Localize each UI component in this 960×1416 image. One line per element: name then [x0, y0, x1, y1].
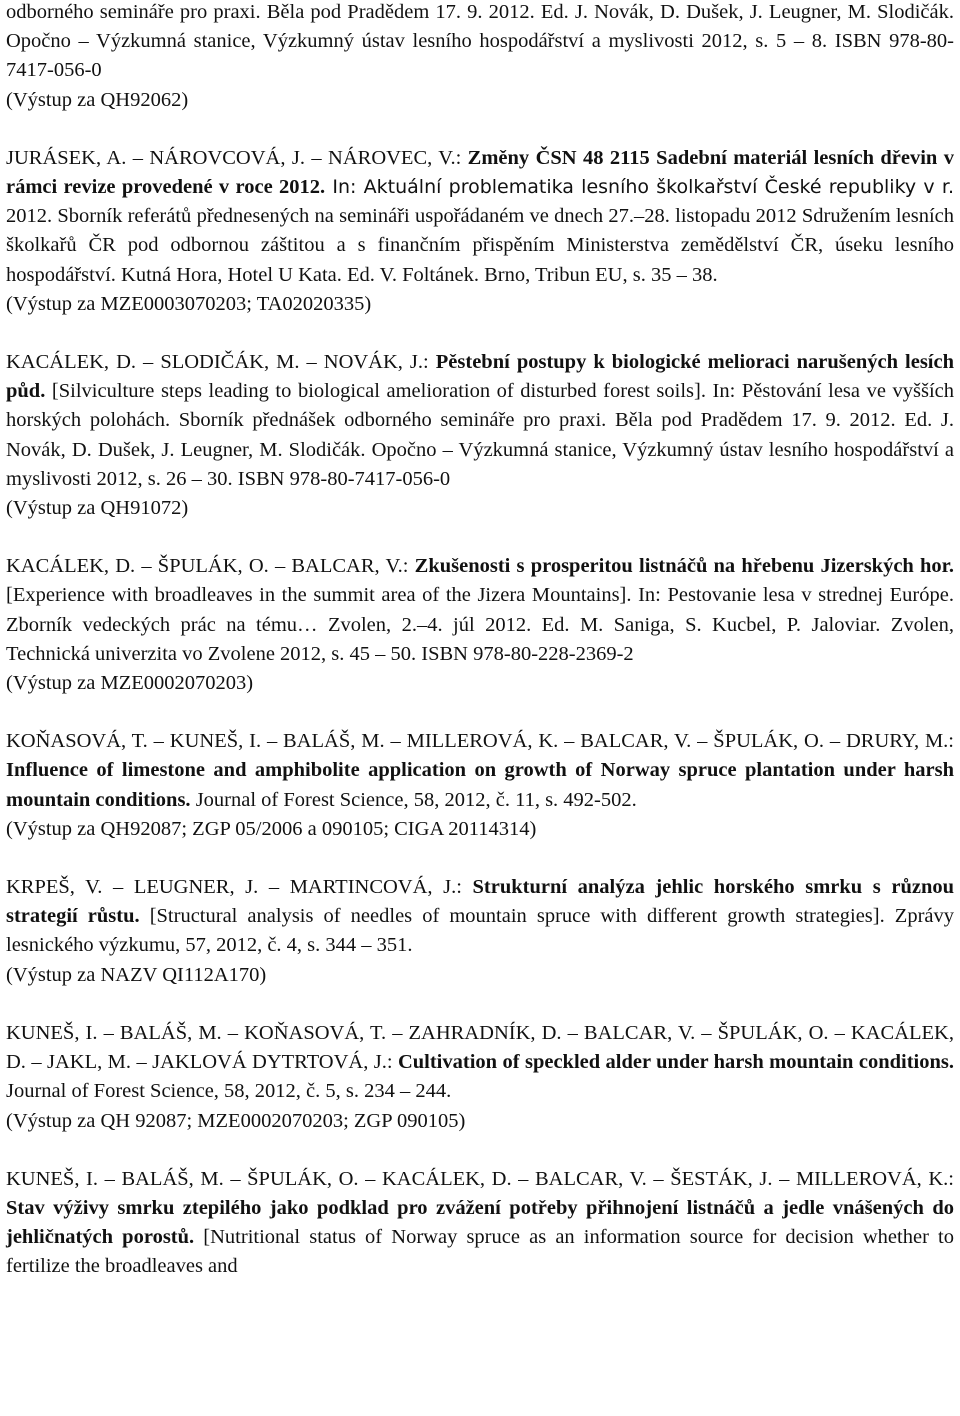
entry-title: Influence of limestone and amphibolite application on growth of Norway spruce plantation under harsh mountain conditions. — [6, 759, 954, 811]
entry-source-part: [Silviculture steps leading to biological amelioration of disturbed forest soils]. In: Pěstování lesa ve vyšších horských polohách. Sborník přednášek odborného — [6, 380, 954, 432]
entry-source: listopadu 2012 Sdružením lesních školkařů ČR pod odbornou záštitou a s finančním přispěním Ministerstva zemědělství ČR, úseku lesního hospodářství. Kutná Hora, Hotel U Kata. Ed. V. Foltánek. Brno, Tribun EU, s. 35 – 38. — [6, 205, 954, 286]
entry-spacer — [6, 844, 954, 873]
entry-authors: KOŇASOVÁ, T. – KUNEŠ, I. – BALÁŠ, M. – MILLEROVÁ, K. – BALCAR, V. – ŠPULÁK, O. – DRURY, M.: — [6, 730, 954, 753]
entry-authors: KACÁLEK, D. – SLODIČÁK, M. – NOVÁK, J.: — [6, 351, 436, 374]
entry-output: (Výstup za QH92087; ZGP 05/2006 a 090105; CIGA 20114314) — [6, 817, 537, 840]
entry-authors: KUNEŠ, I. – BALÁŠ, M. – KOŇASOVÁ, T. – ZAHRADNÍK, D. – BALCAR, V. – ŠPULÁK, O. – KACÁLEK, D. – JAKL, M. – JAKLOVÁ DYTRTOVÁ, J.: — [6, 1021, 954, 1074]
entry-spacer — [6, 990, 954, 1019]
entry-source: Journal of Forest Science, 58, 2012, č. 11, s. 492-502. — [190, 788, 637, 811]
entry-output: (Výstup za MZE0003070203; TA02020335) — [6, 292, 372, 315]
entry-citation — [6, 348, 954, 494]
entry-citation — [6, 1019, 954, 1107]
entry-title: Pěstební postupy k biologické melioraci narušených lesích půd. — [6, 351, 954, 403]
entry-source: [Nutritional status of Norway spruce as an information source for decision whether to fertilize the broadleaves and — [6, 1226, 954, 1278]
entry-title: Stav výživy smrku ztepilého jako podklad pro zvážení potřeby přihnojení listnáčů a jedle vnášených do jehličnatých porostů. — [6, 1196, 954, 1249]
entry-source-part: 2012. Sborník referátů přednesených na semináři uspořádaném ve dnech 27.–28. — [6, 205, 676, 228]
bibliography-entry — [6, 552, 954, 698]
bibliography-entry — [6, 1019, 954, 1136]
entry-authors: KRPEŠ, V. – LEUGNER, J. – MARTINCOVÁ, J.: — [6, 876, 473, 899]
entry-spacer — [6, 115, 954, 144]
entry-title: Cultivation of speckled alder under harsh mountain conditions. — [397, 1051, 954, 1074]
bibliography-entry — [6, 727, 954, 844]
entry-citation — [6, 873, 954, 961]
entry-spacer — [6, 319, 954, 348]
entry-citation — [6, 727, 954, 815]
entry-authors: JURÁSEK, A. – NÁROVCOVÁ, J. – NÁROVEC, V.: — [6, 146, 468, 169]
entry-output: (Výstup za NAZV QI112A170) — [6, 963, 267, 986]
bibliography-entry — [6, 1165, 954, 1282]
entry-title: Změny ČSN 48 2115 Sadební materiál lesních dřevin v rámci revize provedené v roce 2012. — [6, 146, 954, 199]
entry-citation — [6, 144, 954, 290]
entry-spacer — [6, 698, 954, 727]
entry-spacer — [6, 523, 954, 552]
entry-source: [Structural analysis of needles of mountain spruce with different growth strategies]. Zprávy lesnického výzkumu, 57, 2012, č. 4, s. 344 – 351. — [6, 905, 954, 957]
entry-title: Strukturní analýza jehlic horského smrku s různou strategií růstu. — [6, 876, 954, 928]
entry-output: (Výstup za QH92062) — [6, 88, 189, 111]
entry-citation — [6, 552, 954, 669]
bibliography-entry — [6, 348, 954, 523]
bibliography-entry — [6, 144, 954, 319]
entry-source-part: In: Aktuální problematika lesního školkařství České republiky v r. — [325, 176, 954, 199]
entry-spacer — [6, 1136, 954, 1165]
bibliography-entry — [6, 873, 954, 990]
entry-output: (Výstup za QH91072) — [6, 497, 189, 520]
entry-title: Zkušenosti s prosperitou listnáčů na hřebenu Jizerských hor. — [414, 555, 954, 578]
entry-authors: KACÁLEK, D. – ŠPULÁK, O. – BALCAR, V.: — [6, 555, 415, 578]
entry-output: (Výstup za MZE0002070203) — [6, 672, 254, 695]
entry-source: Journal of Forest Science, 58, 2012, č. 5, s. 234 – 244. — [6, 1080, 452, 1103]
entry-text: odborného semináře pro praxi. Běla pod Pradědem 17. 9. 2012. Ed. J. Novák, D. Dušek, J. Leugner, M. Slodičák. Opočno – Výzkumná stanice, Výzkumný ústav lesního hospodářství a myslivosti 2012, s. 5 – 8. ISBN 978-80-7417-056-0 — [6, 1, 954, 82]
entry-source: semináře pro praxi. Běla pod Pradědem 17. 9. 2012. Ed. J. Novák, D. Dušek, J. Leugner, M. Slodičák. Opočno – Výzkumná stanice, Výzkumný ústav lesního hospodářství a myslivosti 2012, s. 26 – 30. ISBN 978-80-7417-056-0 — [6, 409, 954, 490]
bibliography-entry-continued — [6, 0, 954, 115]
entry-citation — [6, 1165, 954, 1282]
entry-source: [Experience with broadleaves in the summit area of the Jizera Mountains]. In: Pestovanie lesa v strednej Európe. Zborník vedeckých prác na tému… Zvolen, 2.–4. júl 2012. Ed. M. Saniga, S. Kucbel, P. Jaloviar. Zvolen, Technická univerzita vo Zvolene 2012, s. 45 – 50. ISBN 978-80-228-2369-2 — [6, 584, 954, 665]
entry-output: (Výstup za QH 92087; MZE0002070203; ZGP 090105) — [6, 1109, 466, 1132]
entry-authors: KUNEŠ, I. – BALÁŠ, M. – ŠPULÁK, O. – KACÁLEK, D. – BALCAR, V. – ŠESTÁK, J. – MILLEROVÁ, K.: — [6, 1167, 954, 1190]
